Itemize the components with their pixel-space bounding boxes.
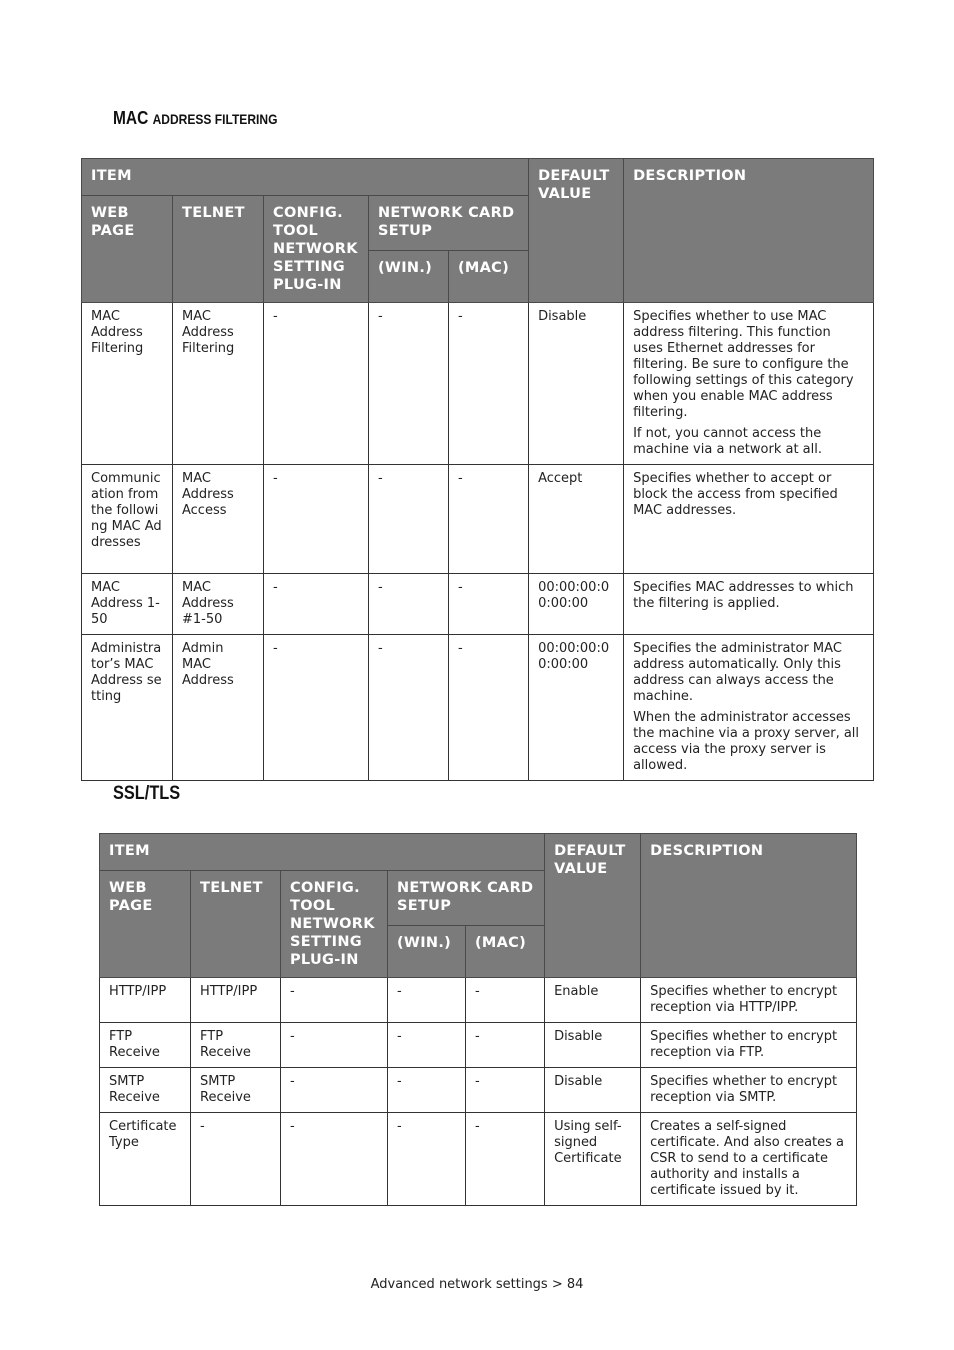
header-telnet: TELNET [173,196,264,303]
cell-config-tool: - [264,303,369,465]
cell-description [624,635,874,781]
header-item: ITEM [82,159,529,196]
ssl-tls-table [99,833,857,1206]
header-telnet: TELNET [191,871,281,978]
mac-filtering-table [81,158,874,781]
cell-telnet: Admin MAC Address [173,635,264,781]
cell-win: - [388,1023,466,1068]
cell-config-tool: - [281,1068,388,1113]
cell-win: - [369,574,449,635]
cell-win: - [388,978,466,1023]
cell-telnet: HTTP/IPP [191,978,281,1023]
cell-win: - [369,635,449,781]
cell-mac: - [466,978,545,1023]
cell-telnet: MAC Address #1-50 [173,574,264,635]
description-paragraph: When the administrator accesses the machine via a proxy server, all access via the proxy server is allowed. [633,710,860,773]
header-config-tool: CONFIG. TOOL NETWORK SETTING PLUG-IN [281,871,388,978]
cell-telnet: MAC Address Filtering [173,303,264,465]
cell-default-value: Using self-signed Certificate [545,1113,641,1206]
header-web-page: WEB PAGE [82,196,173,303]
cell-mac: - [466,1023,545,1068]
mac-title-rest: ADDRESS FILTERING [152,111,278,127]
cell-web-page: MAC Address 1-50 [82,574,173,635]
description-paragraph: Specifies whether to encrypt reception via FTP. [650,1029,838,1060]
cell-config-tool: - [264,574,369,635]
cell-mac: - [466,1113,545,1206]
cell-config-tool: - [281,1023,388,1068]
header-mac: (MAC) [449,251,529,303]
cell-default-value: Disable [545,1023,641,1068]
header-default-value: DEFAULT VALUE [545,834,641,978]
cell-win: - [388,1113,466,1206]
cell-mac: - [449,303,529,465]
header-win: (WIN.) [369,251,449,303]
mac-title-main: MAC [113,108,149,128]
cell-telnet: MAC Address Access [173,465,264,574]
cell-win: - [388,1068,466,1113]
cell-default-value: 00:00:00:00:00:00 [529,574,624,635]
header-win: (WIN.) [388,926,466,978]
cell-web-page: HTTP/IPP [100,978,191,1023]
cell-mac: - [466,1068,545,1113]
ssl-tls-title: SSL/TLS [113,783,181,804]
header-network-card-setup: NETWORK CARD SETUP [388,871,545,926]
description-paragraph: Specifies whether to encrypt reception via HTTP/IPP. [650,984,838,1015]
table-row [100,1113,857,1206]
description-paragraph: Creates a self-signed certificate. And also creates a CSR to send to a certificate authority and installs a certificate issued by it. [650,1119,845,1198]
description-paragraph: Specifies the administrator MAC address automatically. Only this address can always access the machine. [633,641,842,704]
cell-config-tool: - [264,635,369,781]
cell-web-page: Administrator’s MAC Address setting [82,635,173,781]
cell-telnet: FTP Receive [191,1023,281,1068]
cell-web-page: Certificate Type [100,1113,191,1206]
mac-filtering-title [113,108,277,129]
description-paragraph: Specifies MAC addresses to which the filtering is applied. [633,580,854,611]
cell-telnet: - [191,1113,281,1206]
table-row [82,635,874,781]
table-row [100,978,857,1023]
cell-description [641,1068,857,1113]
header-network-card-setup: NETWORK CARD SETUP [369,196,529,251]
header-description: DESCRIPTION [641,834,857,978]
cell-default-value: Enable [545,978,641,1023]
cell-config-tool: - [264,465,369,574]
cell-description [624,574,874,635]
cell-config-tool: - [281,978,388,1023]
cell-default-value: 00:00:00:00:00:00 [529,635,624,781]
cell-description [641,978,857,1023]
cell-description [624,303,874,465]
cell-web-page: MAC Address Filtering [82,303,173,465]
table-row [100,1068,857,1113]
header-mac: (MAC) [466,926,545,978]
header-description: DESCRIPTION [624,159,874,303]
cell-description [624,465,874,574]
description-paragraph: Specifies whether to accept or block the access from specified MAC addresses. [633,471,838,518]
table-row [100,1023,857,1068]
header-item: ITEM [100,834,545,871]
cell-config-tool: - [281,1113,388,1206]
header-config-tool: CONFIG. TOOL NETWORK SETTING PLUG-IN [264,196,369,303]
description-paragraph: Specifies whether to use MAC address filtering. This function uses Ethernet addresses for filtering. Be sure to configure the following settings of this category when you enable MAC address filtering. [633,309,854,420]
cell-default-value: Disable [545,1068,641,1113]
description-paragraph: Specifies whether to encrypt reception via SMTP. [650,1074,838,1105]
cell-win: - [369,303,449,465]
cell-mac: - [449,465,529,574]
cell-web-page: SMTP Receive [100,1068,191,1113]
cell-default-value: Disable [529,303,624,465]
cell-mac: - [449,635,529,781]
cell-web-page: Communication from the following MAC Addresses [82,465,173,574]
header-default-value: DEFAULT VALUE [529,159,624,303]
table-row [82,465,874,574]
header-web-page: WEB PAGE [100,871,191,978]
page-footer: Advanced network settings > 84 [370,1277,584,1292]
cell-telnet: SMTP Receive [191,1068,281,1113]
table-row [82,574,874,635]
cell-description [641,1023,857,1068]
cell-win: - [369,465,449,574]
cell-description [641,1113,857,1206]
cell-web-page: FTP Receive [100,1023,191,1068]
cell-default-value: Accept [529,465,624,574]
description-paragraph: If not, you cannot access the machine via a network at all. [633,426,823,457]
table-row [82,303,874,465]
cell-mac: - [449,574,529,635]
